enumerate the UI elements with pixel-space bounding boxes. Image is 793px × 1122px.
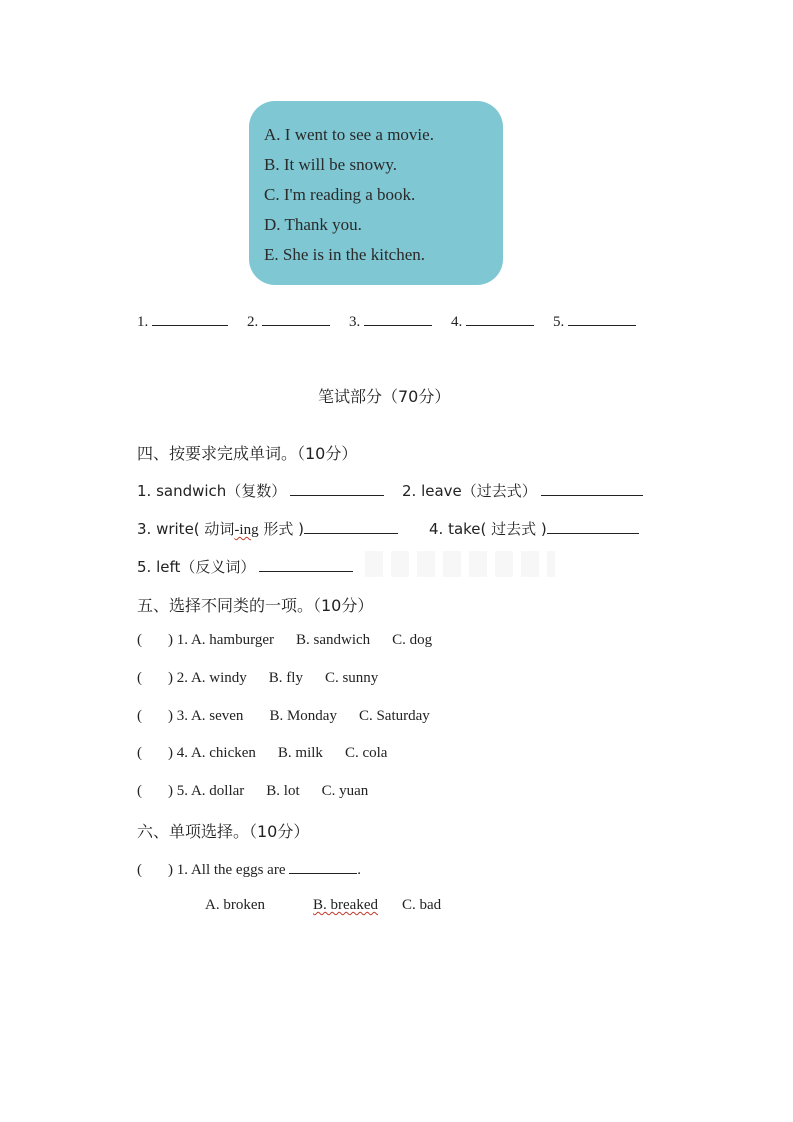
blank-line[interactable] bbox=[262, 311, 330, 326]
blank-line[interactable] bbox=[304, 519, 398, 534]
blank-line[interactable] bbox=[541, 481, 643, 496]
section6-question-1: ( ) 1. All the eggs are . bbox=[137, 859, 361, 879]
section4-item-1: 1. sandwich（复数） bbox=[137, 480, 384, 501]
blank-line[interactable] bbox=[290, 481, 384, 496]
blank-line[interactable] bbox=[547, 519, 639, 534]
option-b: B. It will be snowy. bbox=[264, 155, 398, 174]
answer-blank-2: 2. bbox=[247, 311, 330, 331]
section4-item-3: 3. write( 动词-ing 形式 ) bbox=[137, 518, 398, 539]
answer-blank-3: 3. bbox=[349, 311, 432, 331]
section5-question-5: ( ) 5. A. dollar B. lot C. yuan bbox=[137, 783, 369, 799]
section6-title: 六、单项选择。（10分） bbox=[137, 822, 310, 841]
section4-item-5: 5. left（反义词） bbox=[137, 556, 353, 577]
answer-blank-1: 1. bbox=[137, 311, 228, 331]
faint-background-mark bbox=[365, 551, 555, 577]
blank-line[interactable] bbox=[364, 311, 432, 326]
option-e: E. She is in the kitchen. bbox=[264, 245, 426, 264]
option-d: D. Thank you. bbox=[264, 215, 362, 234]
written-section-title: 笔试部分（70分） bbox=[318, 387, 451, 406]
answer-blank-5: 5. bbox=[553, 311, 636, 331]
section5-question-4: ( ) 4. A. chicken B. milk C. cola bbox=[137, 745, 388, 761]
blank-line[interactable] bbox=[568, 311, 636, 326]
section6-question-1-options: A. broken B. breaked C. bad bbox=[205, 897, 442, 913]
section4-item-4: 4. take( 过去式 ) bbox=[429, 518, 639, 539]
answer-options-box bbox=[249, 101, 503, 285]
section4-title: 四、按要求完成单词。（10分） bbox=[137, 444, 358, 463]
blank-line[interactable] bbox=[289, 859, 357, 874]
option-c: C. I'm reading a book. bbox=[264, 185, 416, 204]
section5-question-3: ( ) 3. A. seven B. Monday C. Saturday bbox=[137, 708, 430, 724]
blank-line[interactable] bbox=[466, 311, 534, 326]
blank-line[interactable] bbox=[152, 311, 228, 326]
blank-line[interactable] bbox=[259, 557, 353, 572]
section5-question-2: ( ) 2. A. windy B. fly C. sunny bbox=[137, 670, 379, 686]
option-a: A. I went to see a movie. bbox=[264, 125, 434, 144]
section5-title: 五、选择不同类的一项。（10分） bbox=[137, 596, 374, 615]
section4-item-2: 2. leave（过去式） bbox=[402, 480, 643, 501]
answer-blank-4: 4. bbox=[451, 311, 534, 331]
section5-question-1: ( ) 1. A. hamburger B. sandwich C. dog bbox=[137, 632, 433, 648]
